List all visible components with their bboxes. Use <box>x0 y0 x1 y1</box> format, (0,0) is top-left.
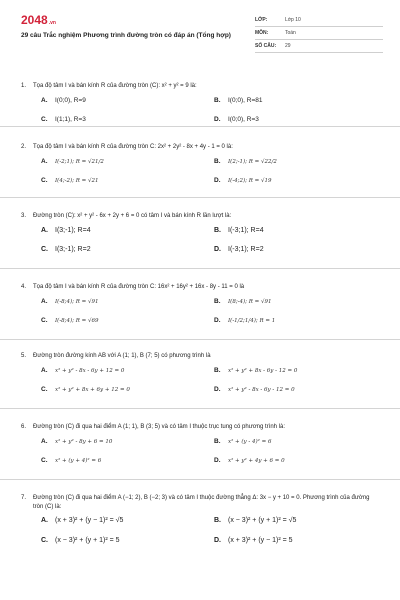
option-d[interactable] <box>214 537 387 545</box>
option-text: x² + y² - 8x - 6y - 12 = 0 <box>228 386 295 393</box>
question-2 <box>0 127 400 198</box>
option-letter: B. <box>214 437 221 445</box>
option-letter: D. <box>214 245 221 253</box>
meta-row-count <box>255 40 383 53</box>
option-d[interactable] <box>214 317 387 325</box>
option-text: x² + y² + 4y + 6 = 0 <box>228 457 285 464</box>
option-letter: A. <box>41 157 48 165</box>
option-letter: A. <box>41 96 48 104</box>
option-letter: B. <box>214 157 221 165</box>
option-letter: A. <box>41 437 48 445</box>
option-text: I(-8;4); R = √91 <box>55 298 99 305</box>
option-text: I(0;0), R=3 <box>228 115 259 123</box>
meta-key: SỐ CÂU: <box>255 43 277 49</box>
question-stem: Tọa độ tâm I và bán kính R của đường tròn C: 2x² + 2y² - 8x + 4y - 1 = 0 là: <box>33 144 233 150</box>
question-number: 3. <box>21 213 27 219</box>
option-d[interactable] <box>214 457 387 465</box>
option-a[interactable] <box>41 517 214 525</box>
option-b[interactable] <box>214 298 387 306</box>
question-stem: Tọa độ tâm I và bán kính R của đường tròn (C): x² + y² = 9 là: <box>33 83 197 89</box>
option-c[interactable] <box>41 457 214 465</box>
option-text: x² + y² + 8x + 6y + 12 = 0 <box>55 386 130 393</box>
document-title: 29 câu Trắc nghiệm Phương trình đường tròn có đáp án (Tổng hợp) <box>21 32 231 39</box>
question-stem: Đường tròn (C): x² + y² - 6x + 2y + 6 = 0 có tâm I và bán kính R lần lượt là: <box>33 213 232 219</box>
option-text: (x − 3)² + (y + 1)² = √5 <box>228 517 297 524</box>
question-1 <box>0 76 400 127</box>
option-text: I(1;1), R=3 <box>55 115 86 123</box>
option-b[interactable] <box>214 158 387 166</box>
option-text: (x − 3)² + (y + 1)² = 5 <box>55 537 120 544</box>
question-stem: Đường tròn (C) đi qua hai điểm A (−1; 2), B (−2; 3) và có tâm I thuộc đường thẳng Δ: 3x − y + 10 = 0. Phương trình của đường tròn (C) là: <box>33 495 370 510</box>
option-letter: D. <box>214 115 221 123</box>
option-text: I(-4;2); R = √19 <box>228 177 272 184</box>
option-c[interactable] <box>41 116 214 124</box>
option-letter: A. <box>41 297 48 305</box>
option-text: I(2;-1); R = √22/2 <box>228 158 277 165</box>
option-letter: C. <box>41 385 48 393</box>
option-text: I(-8;4); R = √69 <box>55 317 99 324</box>
option-text: I(3;-1); R=2 <box>55 245 91 253</box>
option-letter: D. <box>214 316 221 324</box>
option-letter: C. <box>41 316 48 324</box>
meta-key: LỚP: <box>255 17 268 23</box>
option-letter: D. <box>214 385 221 393</box>
option-d[interactable] <box>214 116 387 124</box>
question-stem: Đường tròn (C) đi qua hai điểm A (1; 1), B (3; 5) và có tâm I thuộc trục tung có phương trình là: <box>33 424 286 430</box>
option-text: (x + 3)² + (y − 1)² = √5 <box>55 517 124 524</box>
option-text: I(-3;1); R=4 <box>228 226 264 234</box>
option-a[interactable] <box>41 367 214 375</box>
option-text: x² + y² - 8y + 6 = 10 <box>55 438 113 445</box>
option-a[interactable] <box>41 97 214 105</box>
option-letter: C. <box>41 456 48 464</box>
question-stem: Đường tròn đường kính AB với A (1; 1), B (7; 5) có phương trình là <box>33 353 211 359</box>
question-stem: Tọa độ tâm I và bán kính R của đường tròn C: 16x² + 16y² + 16x - 8y - 11 = 0 là <box>33 284 245 290</box>
option-text: I(0;0), R=9 <box>55 96 86 104</box>
meta-table <box>255 14 383 53</box>
meta-value: Lớp 10 <box>285 17 301 23</box>
option-letter: D. <box>214 176 221 184</box>
option-b[interactable] <box>214 227 387 235</box>
question-number: 7. <box>21 495 27 501</box>
option-text: I(4;-2); R = √21 <box>55 177 99 184</box>
option-text: I(8;-4); R = √91 <box>228 298 272 305</box>
option-letter: B. <box>214 366 221 374</box>
option-letter: D. <box>214 537 221 544</box>
option-letter: B. <box>214 96 221 104</box>
question-5 <box>0 340 400 409</box>
meta-value: 29 <box>285 43 291 49</box>
meta-row-subject <box>255 27 383 40</box>
option-a[interactable] <box>41 227 214 235</box>
option-c[interactable] <box>41 537 214 545</box>
option-letter: D. <box>214 456 221 464</box>
option-letter: A. <box>41 366 48 374</box>
option-d[interactable] <box>214 386 387 394</box>
option-c[interactable] <box>41 386 214 394</box>
meta-row-class <box>255 14 383 27</box>
question-4 <box>0 269 400 340</box>
option-a[interactable] <box>41 158 214 166</box>
option-letter: A. <box>41 226 48 234</box>
option-b[interactable] <box>214 367 387 375</box>
site-logo[interactable] <box>21 13 56 27</box>
option-text: I(-1/2;1/4); R = 1 <box>228 317 276 324</box>
option-letter: C. <box>41 537 48 544</box>
option-text: x² + y² + 8x - 6y - 12 = 0 <box>228 367 298 374</box>
question-number: 4. <box>21 284 27 290</box>
question-3 <box>0 198 400 269</box>
question-list <box>0 76 400 570</box>
question-6 <box>0 409 400 480</box>
option-text: I(3;-1); R=4 <box>55 226 91 234</box>
option-letter: B. <box>214 226 221 234</box>
option-a[interactable] <box>41 298 214 306</box>
option-letter: C. <box>41 176 48 184</box>
option-c[interactable] <box>41 246 214 254</box>
question-number: 5. <box>21 353 27 359</box>
option-d[interactable] <box>214 246 387 254</box>
question-number: 2. <box>21 144 27 150</box>
question-number: 6. <box>21 424 27 430</box>
option-b[interactable] <box>214 517 387 525</box>
option-text: I(0;0), R=81 <box>228 96 263 104</box>
question-number: 1. <box>21 83 27 89</box>
option-letter: C. <box>41 115 48 123</box>
option-c[interactable] <box>41 177 214 185</box>
option-letter: B. <box>214 297 221 305</box>
option-text: (x + 3)² + (y − 1)² = 5 <box>228 537 293 544</box>
option-letter: B. <box>214 517 221 524</box>
meta-value: Toán <box>285 30 296 36</box>
option-b[interactable] <box>214 438 387 446</box>
option-b[interactable] <box>214 97 387 105</box>
option-letter: C. <box>41 245 48 253</box>
meta-key: MÔN: <box>255 30 269 36</box>
option-c[interactable] <box>41 317 214 325</box>
logo-main: 2048 <box>21 13 48 27</box>
question-7 <box>0 480 400 570</box>
option-letter: A. <box>41 517 48 524</box>
option-text: x² + y² - 8x - 6y + 12 = 0 <box>55 367 125 374</box>
option-d[interactable] <box>214 177 387 185</box>
option-text: I(-3;1); R=2 <box>228 245 264 253</box>
option-text: I(-2;1); R = √21/2 <box>55 158 104 165</box>
logo-sub: .vn <box>48 20 56 26</box>
header <box>0 0 400 64</box>
option-text: x² + (y - 4)² = 6 <box>228 438 272 445</box>
option-a[interactable] <box>41 438 214 446</box>
option-text: x² + (y + 4)² = 6 <box>55 457 102 464</box>
